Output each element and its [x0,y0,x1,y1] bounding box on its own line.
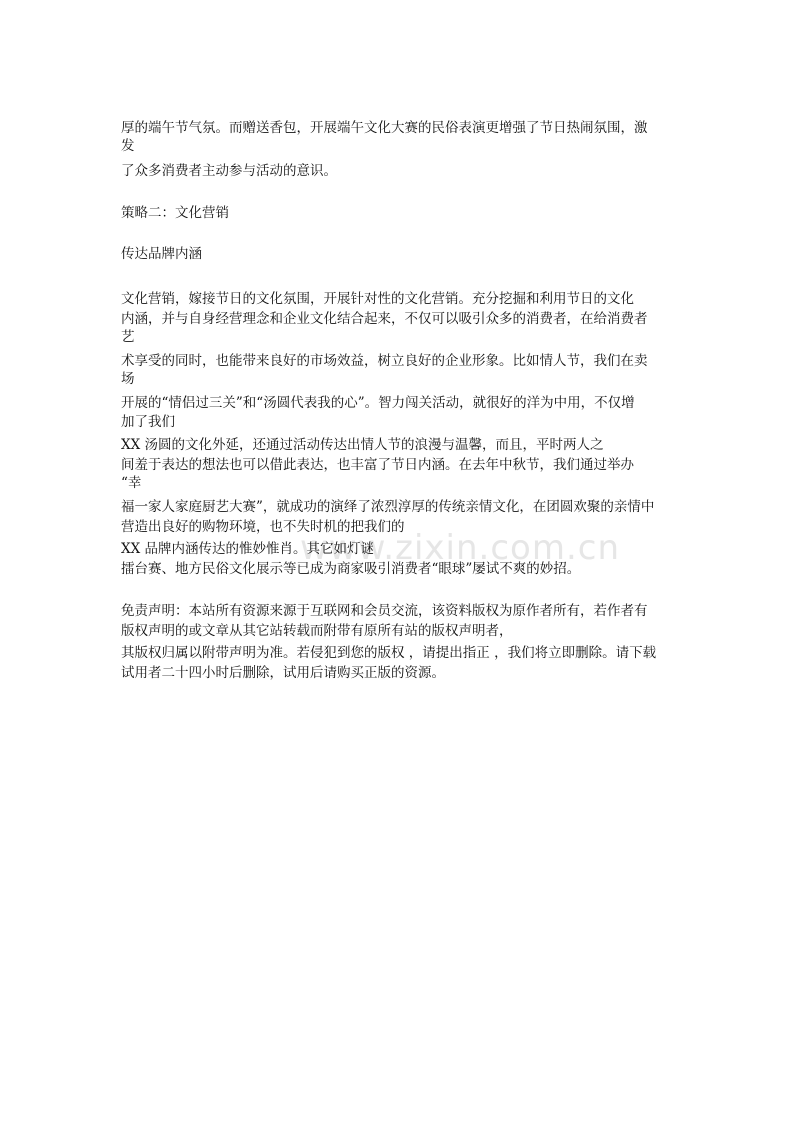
paragraph-line: 了众多消费者主动参与活动的意识。 [121,163,337,179]
paragraph-line: 艺 [121,329,135,345]
paragraph-line: 内涵，并与自身经营理念和企业文化结合起来，不仅可以吸引众多的消费者，在给消费者 [121,311,648,327]
disclaimer-line: 试用者二十四小时后删除，试用后请购买正版的资源。 [121,665,445,681]
paragraph-line: 场 [121,371,135,387]
section-heading: 策略二：文化营销 [121,205,229,221]
paragraph-line: 间羞于表达的想法也可以借此表达，也丰富了节日内涵。在去年中秋节，我们通过举办 [121,457,634,473]
paragraph-line: 营造出良好的购物环境，也不失时机的把我们的 [121,519,405,535]
disclaimer-line: 版权声明的或文章从其它站转载而附带有原所有站的版权声明者， [121,623,513,639]
paragraph-line: 开展的“情侣过三关”和“汤圆代表我的心”。智力闯关活动，就很好的洋为中用，不仅增 [121,395,635,411]
paragraph-line: 厚的端午节气氛。而赠送香包，开展端午文化大赛的民俗表演更增强了节日热闹氛围，激 [121,120,648,136]
paragraph-line: 发 [121,138,135,154]
paragraph-line: 福一家人家庭厨艺大赛”，就成功的演绎了浓烈淳厚的传统亲情文化，在团圆欢聚的亲情中 [121,499,655,515]
watermark-text: www.zixin.com.cn [300,528,620,568]
disclaimer-line: 其版权归属以附带声明为准。若侵犯到您的版权 ，请提出指正 ，我们将立即删除。请下载 [121,645,657,661]
paragraph-line: XX 品牌内涵传达的惟妙惟肖。其它如灯谜 [121,541,375,557]
paragraph-line: 术享受的同时，也能带来良好的市场效益，树立良好的企业形象。比如情人节，我们在卖 [121,353,648,369]
disclaimer-line: 免责声明：本站所有资源来源于互联网和会员交流，该资料版权为原作者所有，若作者有 [121,603,648,619]
paragraph-line: 擂台赛、地方民俗文化展示等已成为商家吸引消费者“眼球”屡试不爽的妙招。 [121,561,581,577]
paragraph-line: XX 汤圆的文化外延，还通过活动传达出情人节的浪漫与温馨，而且，平时两人之 [121,437,604,453]
section-subheading: 传达品牌内涵 [121,246,202,262]
paragraph-line: 文化营销，嫁接节日的文化氛围，开展针对性的文化营销。充分挖掘和利用节日的文化 [121,291,634,307]
paragraph-line: 加了我们 [121,414,175,430]
paragraph-line: “幸 [121,475,142,491]
